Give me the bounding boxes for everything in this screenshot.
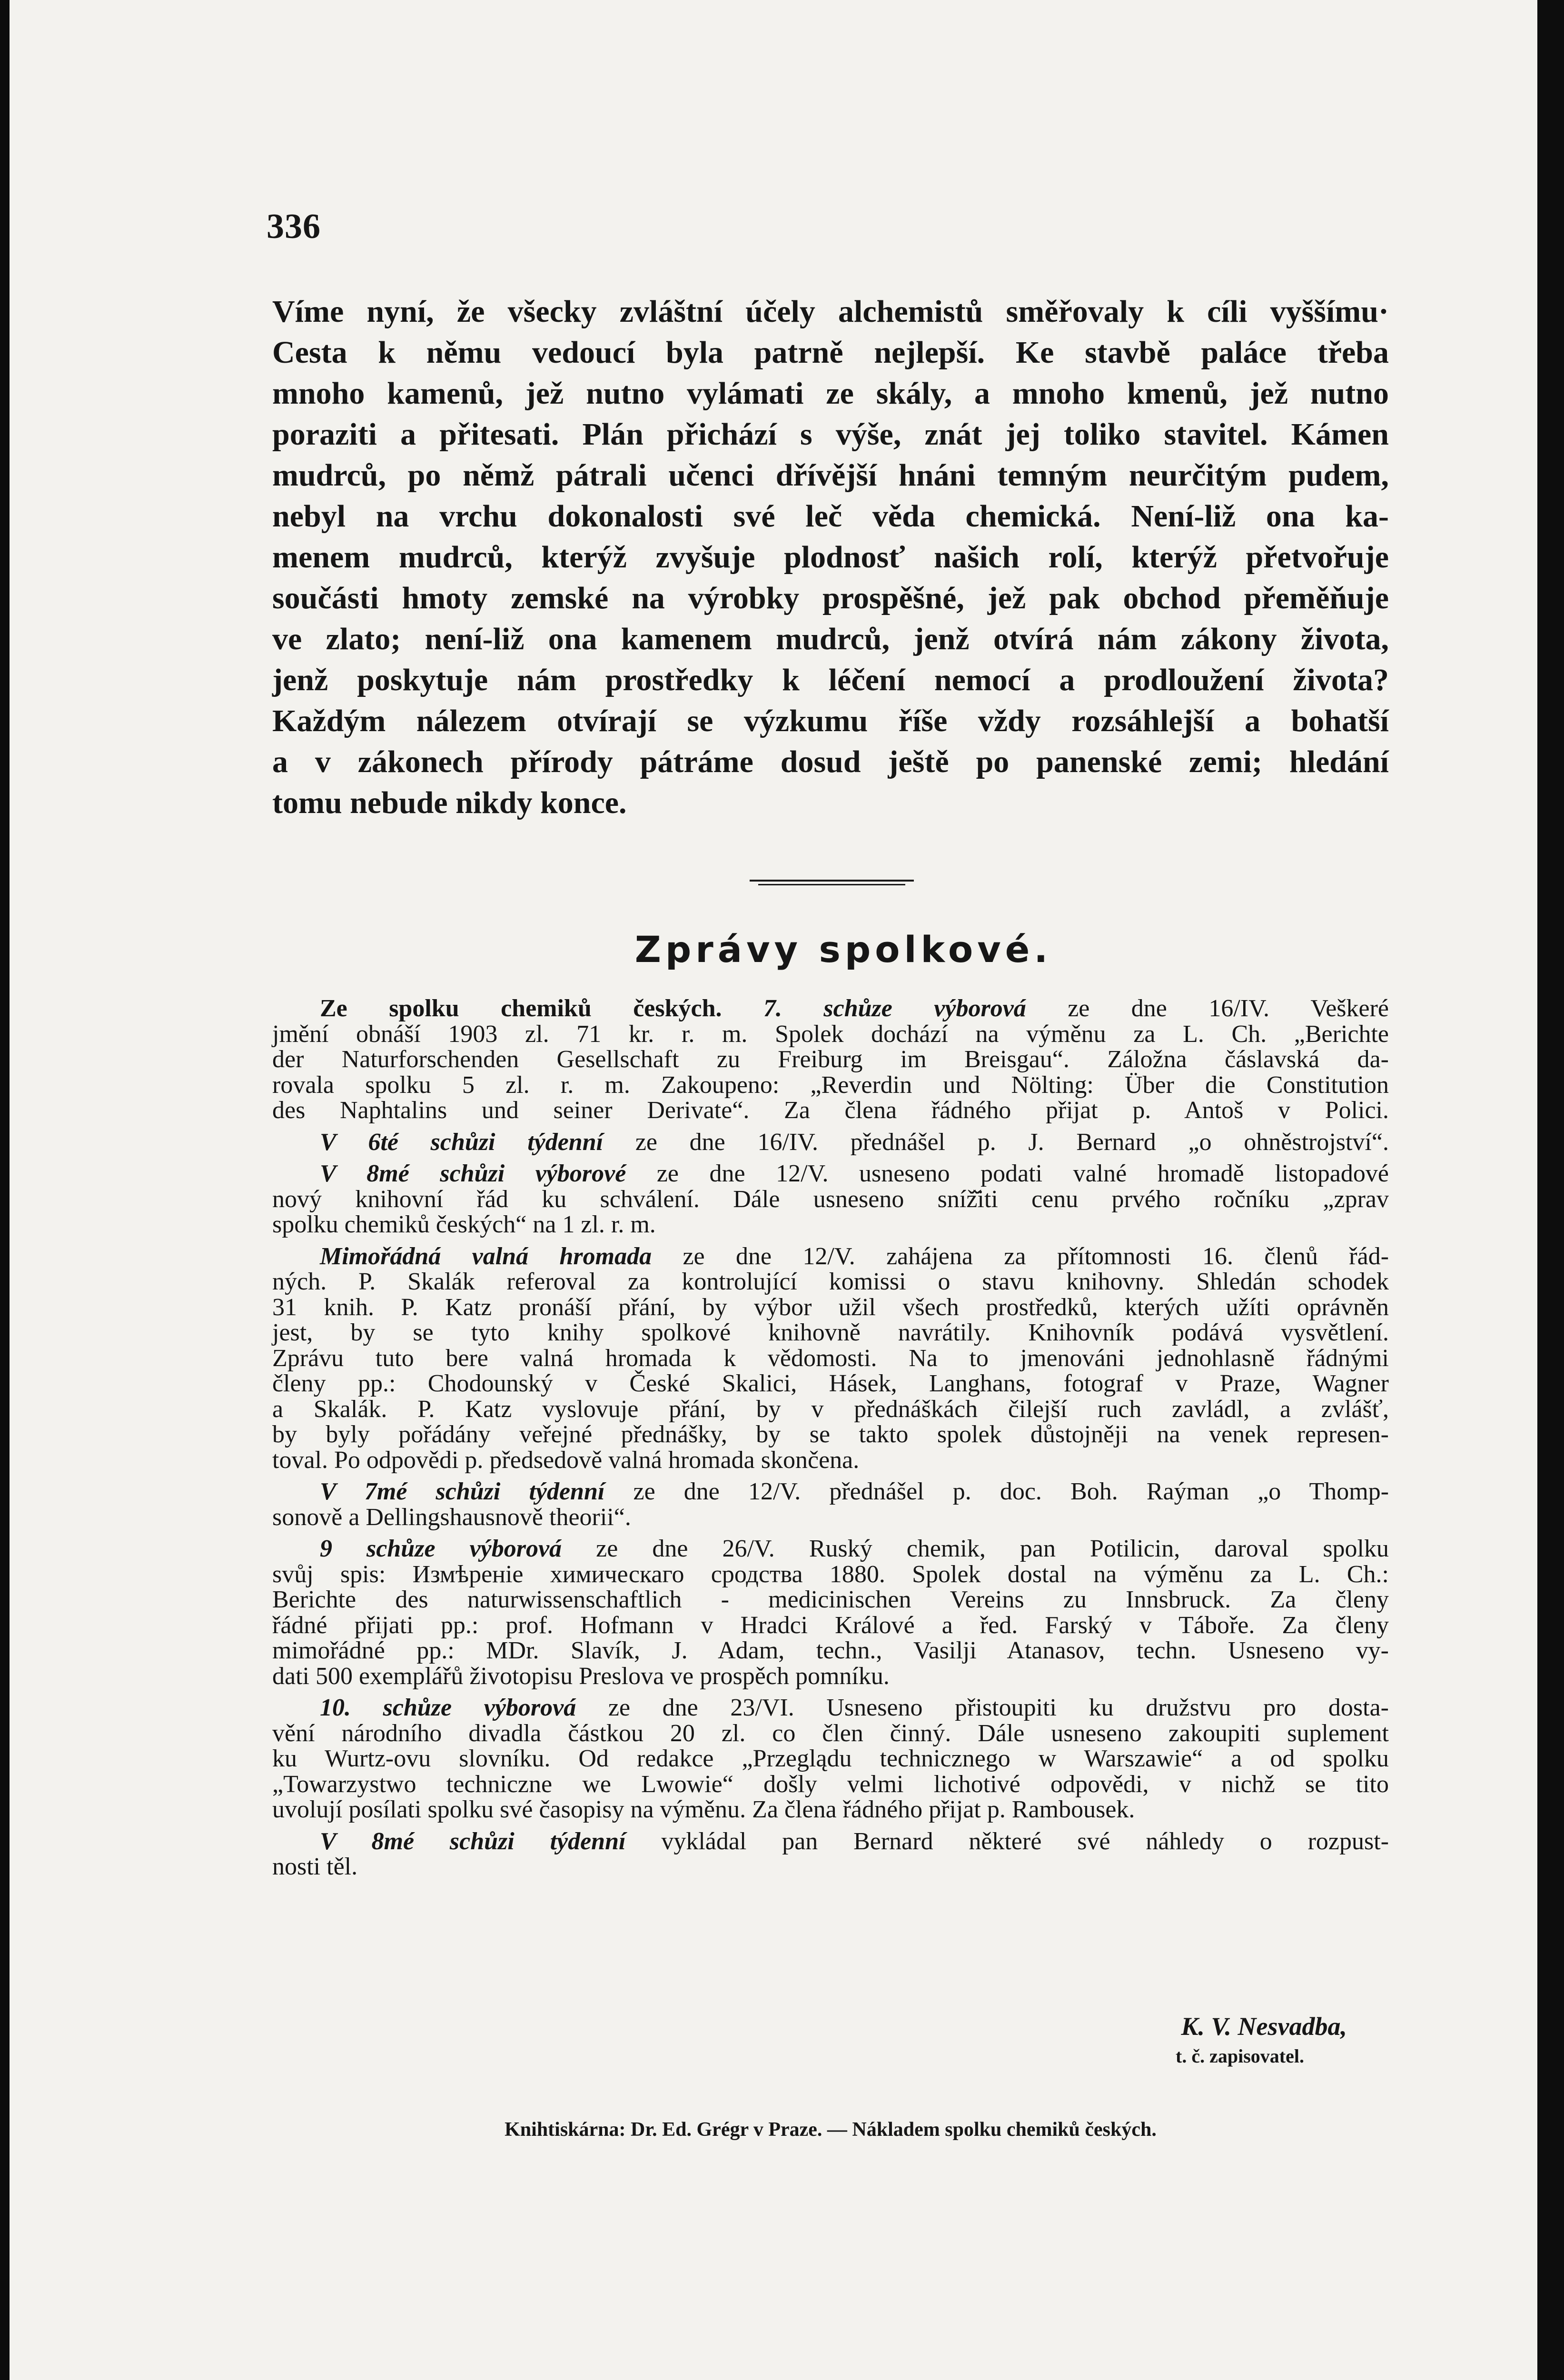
- intro-line: mnoho kamenů, jež nutno vylámati ze skály, a mnoho kmenů, jež nutno: [272, 376, 1389, 411]
- news-line: členy pp.: Chodounský v České Skalici, Hásek, Langhans, fotograf v Praze, Wagner: [272, 1370, 1389, 1397]
- meeting-title: V 7mé schůzi týdenní: [320, 1478, 605, 1505]
- intro-line: Víme nyní, že všecky zvláštní účely alchemistů směřovaly k cíli vyššímu·: [272, 294, 1389, 329]
- intro-line: nebyl na vrchu dokonalosti své leč věda chemická. Není-liž ona ka-: [272, 499, 1389, 534]
- news-line: jest, by se tyto knihy spolkové knihovně navrátily. Knihovník podává vysvětlení.: [272, 1319, 1389, 1346]
- intro-line: a v zákonech přírody pátráme dosud ještě po panenské zemi; hledání: [272, 744, 1389, 779]
- section-heading: Zprávy spolkové.: [634, 928, 1052, 971]
- news-line: V 7mé schůzi týdenní ze dne 12/V. přednášel p. doc. Boh. Raýman „o Thomp-: [320, 1478, 1389, 1505]
- meeting-title: 7. schůze výborová: [763, 995, 1026, 1022]
- news-line: vění národního divadla částkou 20 zl. co člen činný. Dále usneseno zakoupiti suplement: [272, 1719, 1389, 1747]
- news-paragraph: [272, 1130, 1389, 1155]
- news-line: des Naphtalins und seiner Derivate“. Za člena řádného přijat p. Antoš v Polici.: [272, 1097, 1389, 1124]
- intro-line: poraziti a přitesati. Plán přichází s výše, znát jej toliko stavitel. Kámen: [272, 417, 1389, 452]
- news-line: svůj spis: Измѣреніе химическаго сродства 1880. Spolek dostal na výměnu za L. Ch.:: [272, 1560, 1389, 1588]
- meeting-title: V 8mé schůzi výborové: [320, 1160, 626, 1187]
- news-line: ných. P. Skalák referoval za kontrolující komissi o stavu knihovny. Shledán schodek: [272, 1268, 1389, 1295]
- news-line: by byly pořádány veřejné přednášky, by se takto spolek důstojněji na venek represen-: [272, 1421, 1389, 1448]
- intro-line: ve zlato; není-liž ona kamenem mudrců, jenž otvírá nám zákony života,: [272, 622, 1389, 656]
- intro-line: Cesta k němu vedoucí byla patrně nejlepší. Ke stavbě paláce třeba: [272, 335, 1389, 370]
- news-paragraph: [272, 1161, 1389, 1238]
- news-line: jmění obnáší 1903 zl. 71 kr. r. m. Spolek dochází na výměnu za L. Ch. „Berichte: [272, 1020, 1389, 1048]
- news-line: Zprávu tuto bere valná hromada k vědomosti. Na to jmenováni jednohlasně řádnými: [272, 1344, 1389, 1372]
- news-line: Ze spolku chemiků českých. 7. schůze výborová ze dne 16/IV. Veškeré: [320, 995, 1389, 1022]
- news-paragraph: [272, 1244, 1389, 1473]
- intro-line: menem mudrců, kterýž zvyšuje plodnosť našich rolí, kterýž přetvořuje: [272, 540, 1389, 575]
- news-line: Mimořádná valná hromada ze dne 12/V. zahájena za přítomnosti 16. členů řád-: [320, 1242, 1389, 1270]
- news-line: uvolují posílati spolku své časopisy na výměnu. Za člena řádného přijat p. Rambousek.: [272, 1796, 1135, 1823]
- intro-line: mudrců, po němž pátrali učenci dřívější hnáni temným neurčitým pudem,: [272, 458, 1389, 493]
- intro-line: jenž poskytuje nám prostředky k léčení nemocí a prodloužení života?: [272, 663, 1389, 697]
- meeting-title: V 6té schůzi týdenní: [320, 1128, 604, 1156]
- news-line: „Towarzystwo techniczne we Lwowie“ došly velmi lichotivé odpovědi, v nichž se tito: [272, 1770, 1389, 1798]
- signature-role: t. č. zapisovatel.: [1176, 2045, 1304, 2067]
- news-line: sonově a Dellingshausnově theorii“.: [272, 1503, 631, 1531]
- news-line: 31 knih. P. Katz pronáší přání, by výbor užil všech prostředků, kterých užíti oprávněn: [272, 1293, 1389, 1321]
- page-number: 336: [267, 207, 321, 246]
- news-line: 9 schůze výborová ze dne 26/V. Ruský chemik, pan Potilicin, daroval spolku: [320, 1535, 1389, 1562]
- news-line: spolku chemiků českých“ na 1 zl. r. m.: [272, 1211, 656, 1238]
- meeting-title: V 8mé schůzi týdenní: [320, 1827, 626, 1855]
- printer-imprint: Knihtiskárna: Dr. Ed. Grégr v Praze. — Nákladem spolku chemiků českých.: [505, 2119, 1157, 2141]
- news-paragraph: [272, 1536, 1389, 1689]
- news-line: dati 500 exemplářů životopisu Preslova ve prospěch pomníku.: [272, 1662, 890, 1690]
- intro-line: Každým nálezem otvírají se výzkumu říše vždy rozsáhlejší a bohatší: [272, 704, 1389, 738]
- news-line: rovala spolku 5 zl. r. m. Zakoupeno: „Reverdin und Nölting: Über die Constitution: [272, 1071, 1389, 1099]
- news-lead: Ze spolku chemiků českých.: [320, 995, 722, 1022]
- intro-paragraph: [272, 291, 1389, 823]
- news-paragraph: [272, 1479, 1389, 1530]
- section-divider: [750, 880, 914, 886]
- news-line: V 6té schůzi týdenní ze dne 16/IV. přednášel p. J. Bernard „o ohněstrojství“.: [320, 1128, 1389, 1156]
- news-line: mimořádné pp.: MDr. Slavík, J. Adam, techn., Vasilji Atanasov, techn. Usneseno vy-: [272, 1637, 1389, 1664]
- news-paragraph: [272, 996, 1389, 1123]
- news-line: V 8mé schůzi výborové ze dne 12/V. usneseno podati valné hromadě listopadové: [320, 1160, 1389, 1187]
- meeting-title: 10. schůze výborová: [320, 1694, 576, 1721]
- news-line: nový knihovní řád ku schválení. Dále usneseno sníž̌iti cenu prvého ročníku „zprav: [272, 1185, 1389, 1213]
- news-line: a Skalák. P. Katz vyslovuje přání, by v přednáškách čilejší ruch zavládl, a zvlášť,: [272, 1395, 1389, 1423]
- signature: [1176, 2012, 1347, 2067]
- news-line: toval. Po odpovědi p. předsedově valná hromada skončena.: [272, 1446, 860, 1474]
- news-line: 10. schůze výborová ze dne 23/VI. Usneseno přistoupiti ku družstvu pro dosta-: [320, 1694, 1389, 1721]
- signature-name: K. V. Nesvadba,: [1181, 2012, 1347, 2041]
- intro-line: součásti hmoty zemské na výrobky prospěšné, jež pak obchod přeměňuje: [272, 581, 1389, 615]
- society-news: [272, 996, 1389, 1880]
- news-line: V 8mé schůzi týdenní vykládal pan Bernard některé své náhledy o rozpust-: [320, 1827, 1389, 1855]
- intro-line: tomu nebude nikdy konce.: [272, 785, 627, 820]
- news-line: ku Wurtz-ovu slovníku. Od redakce „Przeglądu technicznego w Warszawie“ a od spolku: [272, 1745, 1389, 1772]
- meeting-title: Mimořádná valná hromada: [320, 1242, 652, 1270]
- news-paragraph: [272, 1829, 1389, 1880]
- news-line: řádné přijati pp.: prof. Hofmann v Hradci Králové a řed. Farský v Táboře. Za členy: [272, 1611, 1389, 1639]
- news-paragraph: [272, 1695, 1389, 1823]
- document-page: [10, 0, 1537, 2380]
- meeting-title: 9 schůze výborová: [320, 1535, 562, 1562]
- news-line: nosti těl.: [272, 1853, 358, 1880]
- news-line: Berichte des naturwissenschaftlich - medicinischen Vereins zu Innsbruck. Za členy: [272, 1586, 1389, 1613]
- news-line: der Naturforschenden Gesellschaft zu Freiburg im Breisgau“. Záložna čáslavská da-: [272, 1046, 1389, 1073]
